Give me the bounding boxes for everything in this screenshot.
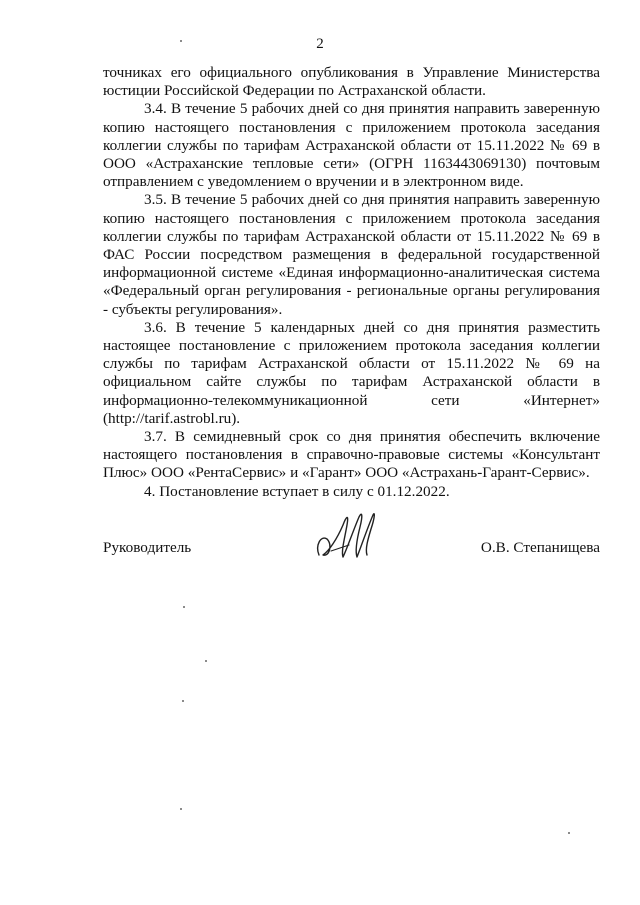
paragraph-continuation: точниках его официального опубликования в Управление Министерства юстиции Российской Федерации по Астраханской области.: [103, 64, 600, 100]
document-body: [103, 64, 600, 501]
scan-speck: [180, 808, 182, 810]
paragraph-3-4: 3.4. В течение 5 рабочих дней со дня принятия направить заверенную копию настоящего постановления с приложением протокола заседания коллегии службы по тарифам Астраханской области от 15.11.2022 № 69 в ООО «Астраханские тепловые сети» (ОГРН 1163443069130) почтовым отправлением с уведомлением о вручении и в электронном виде.: [103, 100, 600, 191]
scan-speck: [182, 700, 184, 702]
handwritten-signature-icon: [313, 505, 383, 565]
signer-title: Руководитель: [103, 539, 192, 556]
scan-speck: [568, 832, 570, 834]
scan-speck: [205, 660, 207, 662]
paragraph-3-6: 3.6. В течение 5 календарных дней со дня принятия разместить настоящее постановление с приложением протокола заседания коллегии службы по тарифам Астраханской области от 15.11.2022 № 69 на официальном сайте службы по тарифам Астраханской области в информационно-телекоммуникационной сети «Интернет» (http://tarif.astrobl.ru).: [103, 318, 600, 427]
signature-block: [103, 505, 600, 575]
paragraph-3-7: 3.7. В семидневный срок со дня принятия обеспечить включение настоящего постановления в справочно-правовые системы «Консультант Плюс» ООО «РентаСервис» и «Гарант» ООО «Астрахань-Гарант-Сервис».: [103, 428, 600, 482]
page-number: 2: [316, 36, 324, 52]
scan-speck: [183, 606, 185, 608]
signer-name: О.В. Степанищева: [480, 539, 600, 556]
paragraph-3-5: 3.5. В течение 5 рабочих дней со дня принятия направить заверенную копию настоящего постановления с приложением протокола заседания коллегии службы по тарифам Астраханской области от 15.11.2022 № 69 в ФАС России посредством размещения в федеральной государственной информационной системе «Единая информационно-аналитическая система «Федеральный орган регулирования - региональные органы регулирования - субъекты регулирования».: [103, 191, 600, 318]
scan-speck: [180, 40, 182, 42]
paragraph-4: 4. Постановление вступает в силу с 01.12.2022.: [144, 482, 450, 500]
